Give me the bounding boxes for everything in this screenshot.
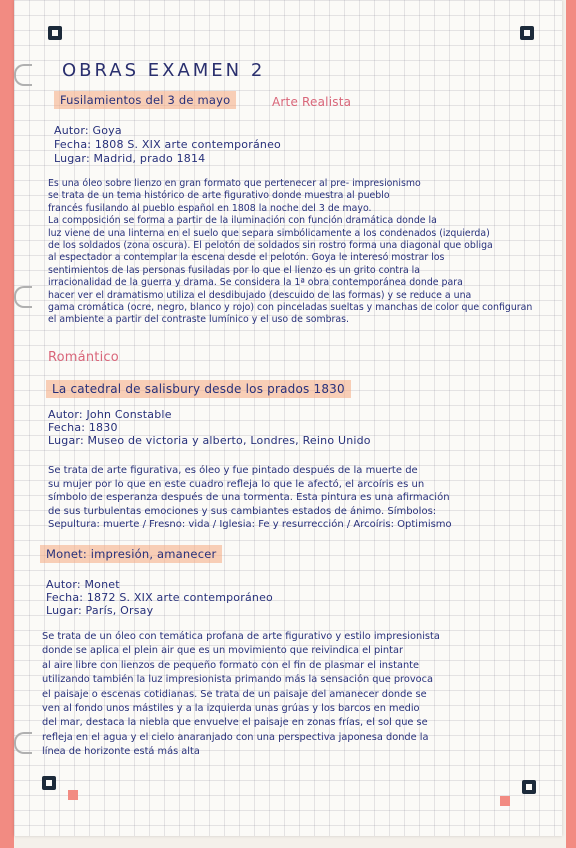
- pink-square-icon: [500, 796, 510, 806]
- paragraph-line: de los soldados (zona oscura). El pelotón de soldados sin rostro forma una diagonal que obliga: [48, 240, 493, 252]
- work2-info: [48, 408, 371, 447]
- paragraph-line: Sepultura: muerte / Fresno: vida / Iglesia: Fe y resurrección / Arcoíris: Optimismo: [48, 519, 452, 531]
- paragraph-line: Es una óleo sobre lienzo en gran formato que pertenecer al pre- impresionismo: [48, 178, 421, 189]
- paragraph-line: sentimientos de las personas fusiladas por lo que el lienzo es un grito contra la: [48, 264, 421, 276]
- work1-author: Autor: Goya: [54, 124, 122, 137]
- paragraph-line: Se trata de un óleo con temática profana de arte figurativo y estilo impresionista: [42, 631, 440, 642]
- binder-ring: [14, 286, 32, 308]
- section-romantico: Romántico: [48, 350, 119, 365]
- work3-location: Lugar: París, Orsay: [46, 604, 154, 617]
- paragraph-line: gama cromática (ocre, negro, blanco y rojo) con pinceladas sueltas y manchas de color que configuran: [48, 302, 533, 314]
- work1-info: [54, 124, 281, 166]
- paragraph-line: el paisaje o escenas cotidianas. Se trata de un paisaje del amanecer donde se: [42, 688, 427, 700]
- paragraph-line: utilizando también la luz impresionista primando más la sensación que provoca: [42, 674, 434, 686]
- work3-date: Fecha: 1872 S. XIX arte contemporáneo: [46, 591, 273, 604]
- corner-marker-icon: [42, 776, 56, 790]
- work3-heading: [40, 548, 222, 562]
- work2-paragraph: [48, 464, 556, 532]
- work2-author: Autor: John Constable: [48, 408, 172, 421]
- paragraph-line: al aire libre con lienzos de pequeño formato con el fin de plasmar el instante: [42, 659, 420, 671]
- paragraph-line: irracionalidad de la guerra y drama. Se considera la 1ª obra contemporánea donde para: [48, 277, 463, 289]
- page-title: OBRAS EXAMEN 2: [62, 60, 266, 81]
- work1-style: Arte Realista: [272, 95, 352, 109]
- work2-title: La catedral de salisbury desde los prados 1830: [46, 380, 351, 398]
- paragraph-line: ven al fondo unos mástiles y a la izquierda unas grúas y los barcos en medio: [42, 703, 420, 715]
- pink-square-icon: [68, 790, 78, 800]
- work3-paragraph: [42, 630, 550, 760]
- corner-marker-icon: [520, 26, 534, 40]
- paragraph-line: de sus turbulentas emociones y sus cambiantes estados de ánimo. Símbolos:: [48, 505, 437, 517]
- paragraph-line: el ambiente a partir del contraste lumínico y el uso de sombras.: [48, 314, 350, 326]
- work3-title: Monet: impresión, amanecer: [40, 545, 222, 563]
- work2-location: Lugar: Museo de victoria y alberto, Londres, Reino Unido: [48, 434, 371, 447]
- paragraph-line: luz viene de una linterna en el suelo que separa simbólicamente a los condenados (izquierda): [48, 227, 490, 239]
- paragraph-line: refleja en el agua y el cielo anaranjado con una perspectiva japonesa donde la: [42, 731, 429, 743]
- work1-location: Lugar: Madrid, prado 1814: [54, 152, 206, 165]
- binder-ring: [14, 732, 32, 754]
- paragraph-line: Se trata de arte figurativa, es óleo y fue pintado después de la muerte de: [48, 465, 418, 476]
- paragraph-line: donde se aplica el plein air que es un movimiento que reivindica el pintar: [42, 645, 403, 657]
- work3-author: Autor: Monet: [46, 578, 120, 591]
- paragraph-line: su mujer por lo que en este cuadro refleja lo que le afectó, el arcoíris es un: [48, 478, 425, 490]
- paragraph-line: se trata de un tema histórico de arte figurativo donde muestra al pueblo: [48, 190, 390, 202]
- work2-heading: [46, 382, 351, 396]
- work1-title: Fusilamientos del 3 de mayo: [54, 91, 236, 109]
- paragraph-line: línea de horizonte está más alta: [42, 746, 200, 758]
- paragraph-line: al espectador a contemplar la escena desde el pelotón. Goya le interesó mostrar los: [48, 252, 445, 264]
- paragraph-line: francés fusilando al pueblo español en 1808 la noche del 3 de mayo.: [48, 202, 372, 214]
- paragraph-line: hacer ver el dramatismo utiliza el desdibujado (descuido de las formas) y se reduce a una: [48, 289, 472, 301]
- work1-heading: [54, 94, 236, 108]
- binder-ring: [14, 64, 32, 86]
- corner-marker-icon: [522, 780, 536, 794]
- work1-date: Fecha: 1808 S. XIX arte contemporáneo: [54, 138, 281, 151]
- work1-paragraph: [48, 178, 556, 327]
- work3-info: [46, 578, 273, 617]
- binder-edge-left: [0, 0, 14, 848]
- paragraph-line: del mar, destaca la niebla que envuelve el paisaje en zonas frías, el sol que se: [42, 717, 428, 729]
- binder-edge-right: [566, 0, 576, 848]
- paragraph-line: símbolo de esperanza después de una tormenta. Esta pintura es una afirmación: [48, 492, 450, 504]
- work2-date: Fecha: 1830: [48, 421, 118, 434]
- paragraph-line: La composición se forma a partir de la iluminación con función dramática donde la: [48, 215, 437, 227]
- corner-marker-icon: [48, 26, 62, 40]
